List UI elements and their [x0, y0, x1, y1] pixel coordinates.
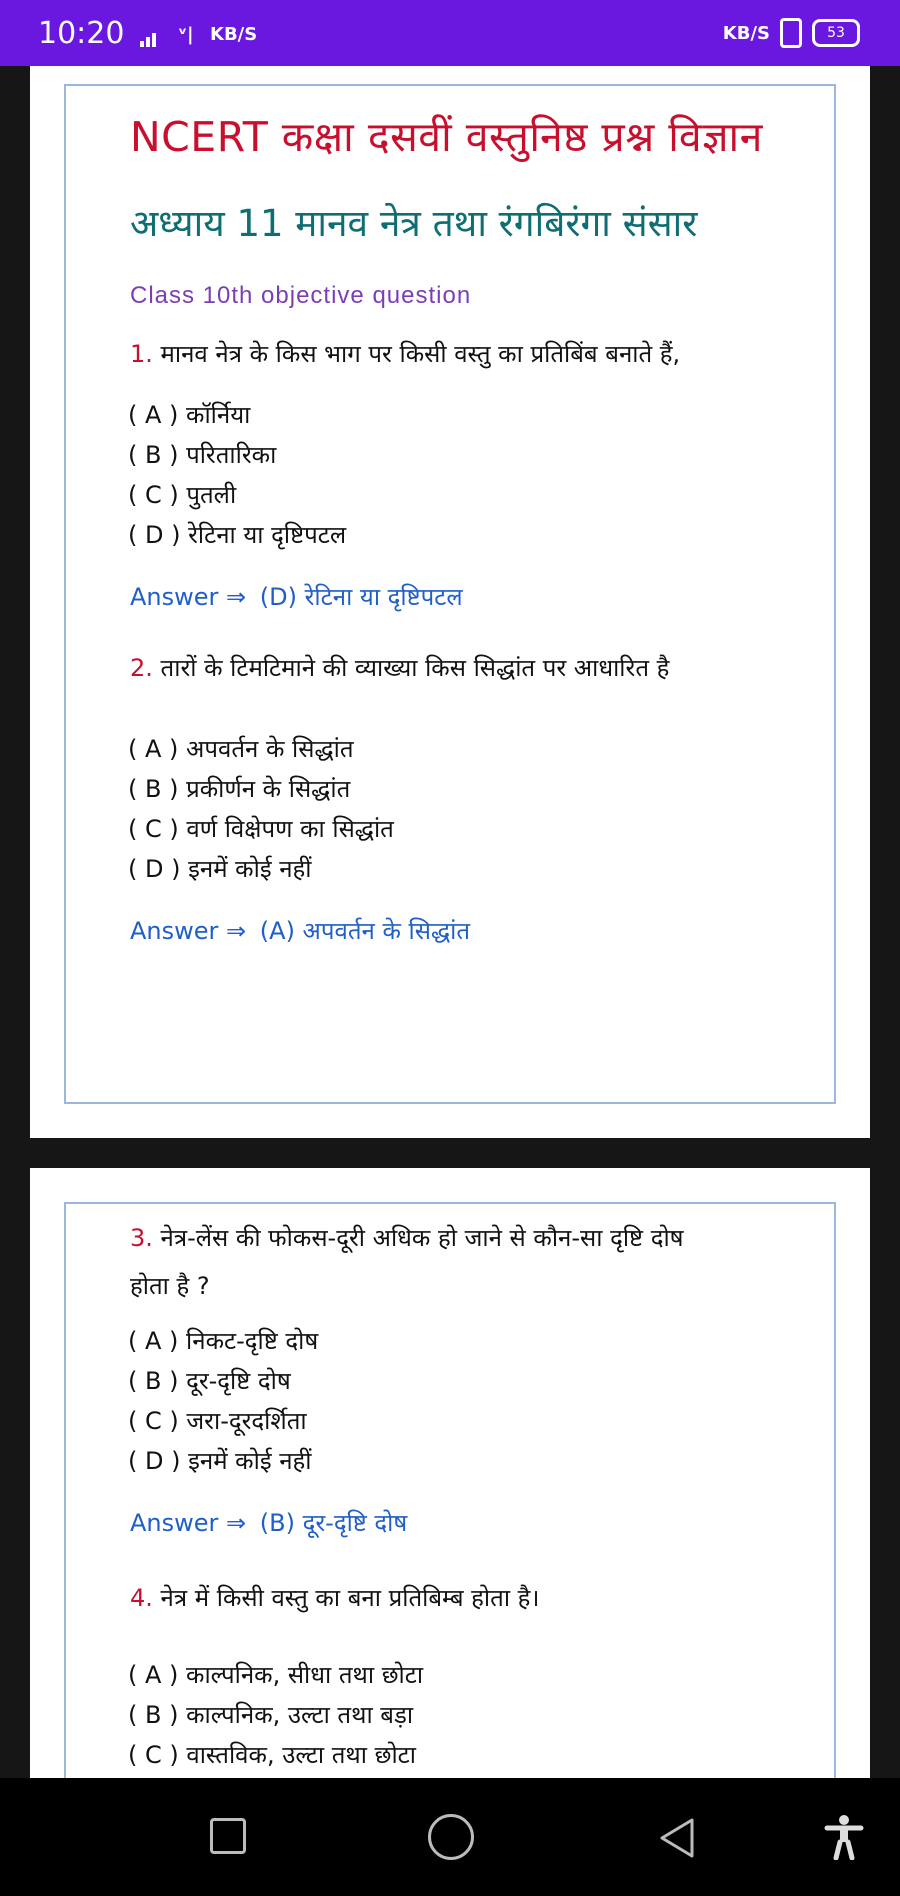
status-right — [723, 18, 860, 48]
question-text-line2: होता है ? — [130, 1272, 210, 1300]
home-icon[interactable] — [428, 1814, 474, 1860]
option-b: ( B ) दूर-दृष्टि दोष — [128, 1367, 291, 1395]
question-text: तारों के टिमटिमाने की व्याख्या किस सिद्धांत पर आधारित है — [160, 654, 670, 682]
volte-indicator: ᵛ| — [178, 24, 194, 45]
option-c: ( C ) पुतली — [128, 481, 237, 509]
back-icon[interactable] — [656, 1816, 696, 1860]
battery-icon: 53 — [812, 19, 860, 47]
option-d: ( D ) इनमें कोई नहीं — [128, 855, 312, 883]
option-d: ( D ) इनमें कोई नहीं — [128, 1447, 312, 1475]
signal-icon — [140, 28, 158, 47]
question-3 — [130, 1214, 800, 1310]
status-time: 10:20 — [38, 16, 125, 51]
chapter-heading: अध्याय 11 मानव नेत्र तथा रंगबिरंगा संसार — [130, 202, 698, 245]
question-text: मानव नेत्र के किस भाग पर किसी वस्तु का प्रतिबिंब बनाते हैं, — [160, 340, 681, 368]
option-c: ( C ) जरा-दूरदर्शिता — [128, 1407, 307, 1435]
answer-label: Answer ⇒ — [130, 583, 247, 611]
option-d: ( D ) रेटिना या दृष्टिपटल — [128, 521, 347, 549]
question-number: 1. — [130, 340, 153, 368]
accessibility-icon[interactable] — [824, 1814, 864, 1860]
option-c: ( C ) वास्तविक, उल्टा तथा छोटा — [128, 1741, 416, 1769]
answer-text: (D) रेटिना या दृष्टिपटल — [259, 583, 463, 611]
question-2 — [130, 644, 800, 692]
vibrate-icon — [780, 18, 802, 48]
answer-3 — [130, 1506, 407, 1539]
question-text-line1: नेत्र-लेंस की फोकस-दूरी अधिक हो जाने से कौन-सा दृष्टि दोष — [160, 1224, 684, 1252]
question-number: 4. — [130, 1584, 153, 1612]
option-a: ( A ) अपवर्तन के सिद्धांत — [128, 735, 354, 763]
page-title: NCERT कक्षा दसवीं वस्तुनिष्ठ प्रश्न विज्ञान — [130, 113, 763, 161]
question-text: नेत्र में किसी वस्तु का बना प्रतिबिम्ब होता है। — [160, 1584, 540, 1612]
option-c: ( C ) वर्ण विक्षेपण का सिद्धांत — [128, 815, 394, 843]
network-speed: KB/S — [210, 24, 258, 45]
network-speed-right: KB/S — [722, 22, 770, 44]
answer-label: Answer ⇒ — [130, 917, 247, 945]
option-b: ( B ) काल्पनिक, उल्टा तथा बड़ा — [128, 1701, 414, 1729]
question-1 — [130, 330, 800, 378]
answer-text: (A) अपवर्तन के सिद्धांत — [259, 917, 471, 945]
answer-label: Answer ⇒ — [130, 1509, 247, 1537]
question-number: 2. — [130, 654, 153, 682]
question-number: 3. — [130, 1224, 153, 1252]
question-4 — [130, 1574, 800, 1622]
answer-2 — [130, 914, 470, 947]
option-b: ( B ) परितारिका — [128, 441, 277, 469]
option-a: ( A ) कॉर्निया — [128, 401, 251, 429]
option-a: ( A ) काल्पनिक, सीधा तथा छोटा — [128, 1661, 424, 1689]
recents-icon[interactable] — [210, 1818, 246, 1854]
option-a: ( A ) निकट-दृष्टि दोष — [128, 1327, 319, 1355]
answer-1 — [130, 580, 463, 613]
status-bar — [0, 0, 900, 66]
class-subtitle: Class 10th objective question — [130, 282, 472, 309]
answer-text: (B) दूर-दृष्टि दोष — [259, 1509, 408, 1537]
option-b: ( B ) प्रकीर्णन के सिद्धांत — [128, 775, 351, 803]
navigation-bar — [0, 1778, 900, 1896]
